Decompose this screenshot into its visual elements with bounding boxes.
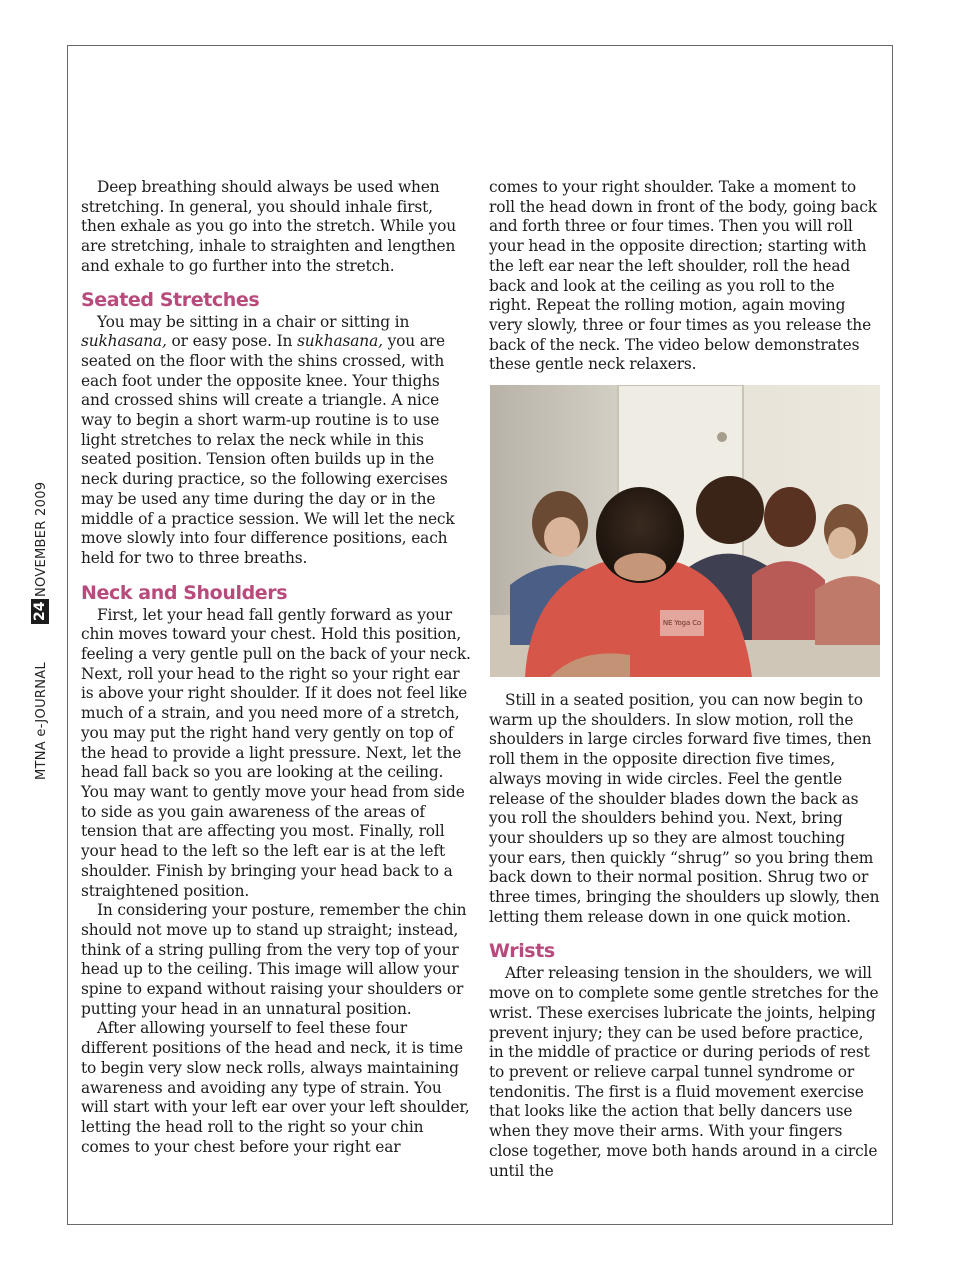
term-sukhasana: sukhasana, [81,332,167,351]
right-column [489,178,881,1181]
journal-name: MTNA e-JOURNAL [34,662,49,780]
term-sukhasana: sukhasana, [297,332,383,351]
paragraph-seated: You may be sitting in a chair or sitting in sukhasana, or easy pose. In sukhasana, you are seated on the floor with the shins crossed, with each foot under the opposite knee. Your thighs and crossed shins will create a triangle. A nice way to begin a short warm-up routine is to use light stretches to relax the neck while in this seated position. Tension often builds up in the neck during practice, so the following exercises may be used any time during the day or in the middle of a practice session. We will let the neck move slowly into four difference positions, each held for two to three breaths. [81,312,455,567]
left-column [81,178,471,1157]
issue-date: NOVEMBER 2009 [34,481,49,597]
page-number: 24 [31,599,49,624]
paragraph-posture: In considering your posture, remember the chin should not move up to stand up straight; instead, think of a string pulling from the very top of your head up to the ceiling. This image will allow your spine to expand without raising your shoulders or putting your head in an unnatural position. [81,901,467,1018]
heading-wrists: Wrists [489,940,555,963]
side-label [20,450,58,780]
paragraph-shoulders: Still in a seated position, you can now begin to warm up the shoulders. In slow motion, roll the shoulders in large circles forward five times, then roll them in the opposite direction five times, always moving in wide circles. Feel the gentle release of the shoulder blades down the back as you roll the shoulders behind you. Next, bring your shoulders up so they are almost touching your ears, then quickly “shrug” so you bring them back down to their normal position. Shrug two or three times, bringing the shoulders up slowly, then letting them release down in one quick motion. [489,691,880,926]
heading-neck-and-shoulders: Neck and Shoulders [81,581,288,604]
paragraph-neck-positions: First, let your head fall gently forward as your chin moves toward your chest. Hold this position, feeling a very gentle pull on the back of your neck. Next, roll your head to the right so your right ear is above your right shoulder. If it does not feel like much of a strain, and you need more of a stretch, you may put the right hand very gently on top of the head to provide a light pressure. Next, let the head fall back so you are looking at the ceiling. You may want to gently move your head from side to side as you gain awareness of the areas of tension that are affecting you most. Finally, roll your head to the left so the left ear is at the left shoulder. Finish by bringing your head back to a straightened position. [81,605,471,900]
heading-seated-stretches: Seated Stretches [81,288,260,311]
paragraph-wrists: After releasing tension in the shoulders, we will move on to complete some gentle stretches for the wrist. These exercises lubricate the joints, helping prevent injury; they can be used before practice, in the middle of practice or during periods of rest to prevent or relieve carpal tunnel syndrome or tendonitis. The first is a fluid movement exercise that looks like the action that belly dancers use when they move their arms. With your fingers close together, move both hands around in a circle until the [489,964,879,1180]
paragraph-neck-rolls: After allowing yourself to feel these four different positions of the head and neck, it is time to begin very slow neck rolls, always maintaining awareness and avoiding any type of strain. You will start with your left ear over your left shoulder, letting the head roll to the right so your chin comes to your chest before your right ear [81,1019,470,1156]
neck-stretch-video-frame[interactable] [490,385,880,677]
paragraph-breathing: Deep breathing should always be used when stretching. In general, you should inhale first, then exhale as you go into the stretch. While you are stretching, inhale to straighten and lengthen and exhale to go further into the stretch. [81,178,456,275]
shirt-logo-text: NE Yoga Co [662,619,702,628]
paragraph-neck-rolls-continued: comes to your right shoulder. Take a moment to roll the head down in front of the body, going back and forth three or four times. Then you will roll your head in the opposite direction; starting with the left ear near the left shoulder, roll the head back and look at the ceiling as you roll to the right. Repeat the rolling motion, again moving very slowly, three or four times as you release the back of the neck. The video below demonstrates these gentle neck relaxers. [489,178,877,374]
